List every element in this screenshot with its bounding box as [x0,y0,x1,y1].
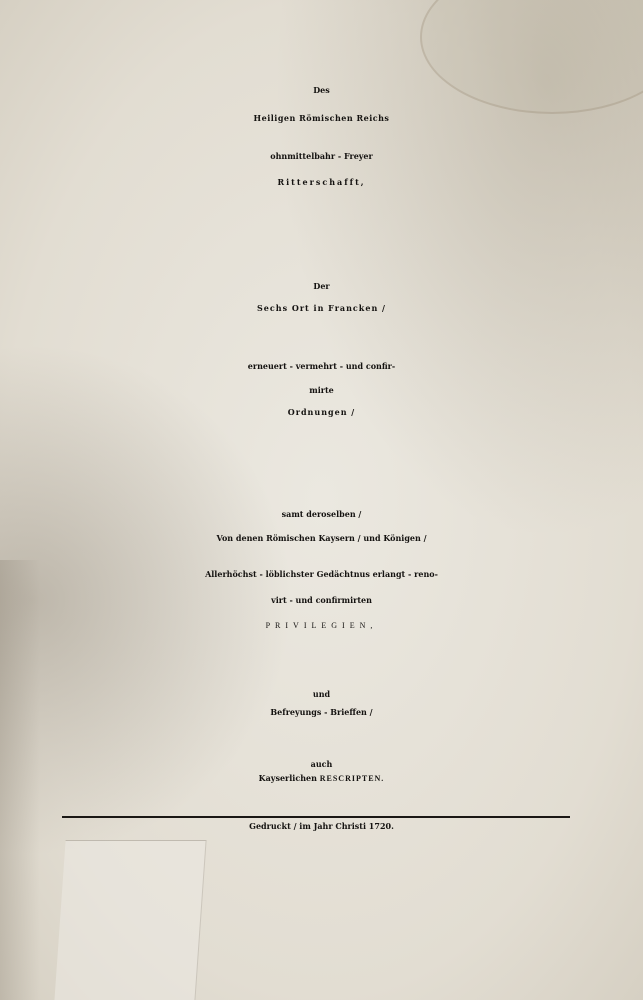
title-line-18-fraktur: Kayserlichen [258,773,320,783]
privilegien-heading: PRIVILEGIEN, [265,621,378,630]
title-line-16: Befreyungs - Brieffen / [270,707,373,717]
title-line-12: Allerhöchst - löblichster Gedächtnus erlangt - reno- [205,569,438,579]
paper-tear [54,840,206,1000]
imprint-line: Gedruckt / im Jahr Christi 1720. [249,821,394,831]
title-line-1: Des [313,85,330,95]
title-line-2: Heiligen Römischen Reichs [253,113,390,123]
title-line-18-caps: RESCRIPTEN. [319,774,385,783]
main-title: Ritterschafft, [277,177,366,187]
horizontal-rule [62,816,570,818]
title-line-11: Von denen Römischen Kaysern / und Königen / [216,533,427,543]
title-line-8: mirte [309,385,334,395]
secondary-title: Ordnungen / [287,407,356,417]
title-line-7: erneuert - vermehrt - und confir- [247,361,396,371]
title-line-3: ohnmittelbahr - Freyer [270,151,373,161]
title-line-6: Sechs Ort in Francken / [257,303,386,313]
title-line-13: virt - und confirmirten [271,595,372,605]
title-line-10: samt deroselben / [281,509,362,519]
title-line-5: Der [313,281,330,291]
title-line-18 [0,774,643,783]
title-line-15: und [312,689,331,699]
title-line-17: auch [310,759,333,769]
water-stain [420,0,643,114]
